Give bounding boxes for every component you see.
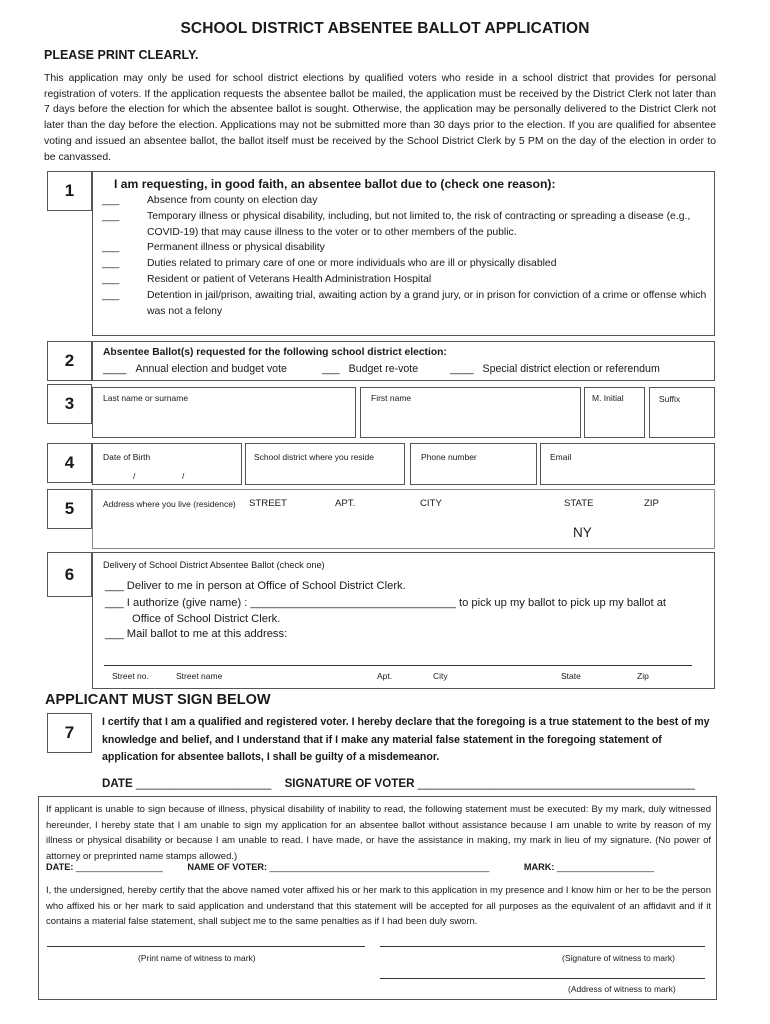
mark-fill-row [46, 862, 711, 872]
school-district-field[interactable] [245, 443, 405, 485]
first-name-field[interactable] [360, 387, 581, 438]
option-budget-revote [322, 363, 418, 375]
reason-label: Duties related to primary care of one or more individuals who are ill or physically disabled [147, 258, 557, 270]
voter-name-blank[interactable]: ___________________________________________ [269, 862, 490, 872]
reason-label: Resident or patient of Veterans Health Administration Hospital [147, 273, 432, 285]
last-name-field[interactable] [92, 387, 356, 438]
delivery-option-authorize-cont: Office of School District Clerk. [132, 613, 281, 625]
checkbox-blank[interactable]: ___ [102, 273, 120, 285]
address-label: Address where you live (residence) [103, 499, 236, 509]
option-label: Mail ballot to me at this address: [126, 628, 288, 640]
sign-heading: APPLICANT MUST SIGN BELOW [45, 692, 271, 708]
residence-address-field[interactable] [92, 489, 715, 549]
voter-name-label: NAME OF VOTER: [187, 862, 268, 872]
mail-street-name-label: Street name [176, 671, 223, 681]
option-label-cont: to pick up my ballot to pick up my ballot at [458, 597, 667, 609]
mail-apt-label: Apt. [377, 671, 393, 681]
witness-print-label: (Print name of witness to mark) [138, 953, 256, 963]
dob-separator: / [182, 471, 185, 481]
middle-initial-field[interactable] [584, 387, 645, 438]
state-value: NY [573, 525, 592, 540]
checkbox-blank[interactable]: ___ [102, 289, 120, 301]
reason-temporary-illness[interactable] [102, 209, 707, 241]
signature-row [102, 777, 695, 790]
signature-label: SIGNATURE OF VOTER [284, 777, 415, 790]
section-3-number: 3 [47, 384, 92, 424]
dob-field[interactable] [92, 443, 242, 485]
witness-print-name-line[interactable] [47, 946, 365, 947]
reason-label: Temporary illness or physical disability, including, but not limited to, the risk of contracting or spreading a disease (e.g., COVID-19) that may cause illness to the voter or to other members of the public. [147, 210, 691, 238]
email-field[interactable] [540, 443, 715, 485]
witness-signature-line[interactable] [380, 946, 705, 947]
street-label: STREET [249, 498, 287, 509]
date-blank[interactable]: _____________________ [135, 777, 272, 790]
option-revote-blank[interactable]: ___ [322, 363, 340, 375]
reason-permanent-illness[interactable] [102, 240, 707, 256]
witness-address-line[interactable] [380, 978, 705, 979]
reason-label: Permanent illness or physical disability [147, 242, 325, 254]
mark-label: MARK: [523, 862, 555, 872]
suffix-label: Suffix [659, 394, 681, 404]
dob-separator: / [133, 471, 136, 481]
phone-field[interactable] [410, 443, 537, 485]
option-label: Deliver to me in person at Office of School District Clerk. [126, 580, 406, 592]
last-name-label: Last name or surname [103, 393, 189, 403]
option-annual-blank[interactable]: ____ [103, 363, 127, 375]
city-label: CITY [420, 498, 442, 509]
option-special [450, 363, 660, 375]
date-label: DATE [102, 777, 133, 790]
email-label: Email [550, 452, 572, 462]
mark-date-label: DATE: [46, 862, 74, 872]
section-1-number: 1 [47, 171, 92, 211]
option-revote-label: Budget re-vote [348, 363, 419, 375]
checkbox-blank[interactable]: ___ [102, 258, 120, 270]
form-title: SCHOOL DISTRICT ABSENTEE BALLOT APPLICATION [180, 20, 590, 37]
section-2-heading: Absentee Ballot(s) requested for the following school district election: [103, 347, 447, 358]
checkbox-blank[interactable]: ___ [105, 628, 124, 640]
section-4-number: 4 [47, 443, 92, 483]
authorized-name-blank[interactable]: _________________________________ [250, 597, 456, 609]
mail-zip-label: Zip [637, 671, 649, 681]
reason-list [102, 193, 707, 319]
print-clearly-note: PLEASE PRINT CLEARLY. [44, 48, 199, 62]
checkbox-blank[interactable]: ___ [105, 580, 124, 592]
mark-blank[interactable]: ___________________ [557, 862, 655, 872]
zip-label: ZIP [644, 498, 659, 509]
mail-address-line[interactable] [104, 665, 692, 666]
election-type-options [103, 363, 287, 375]
delivery-option-in-person[interactable] [105, 580, 406, 592]
first-name-label: First name [371, 393, 412, 403]
checkbox-blank[interactable]: ___ [102, 195, 120, 206]
suffix-field[interactable] [649, 387, 715, 438]
signature-blank[interactable]: ___________________________________________ [417, 777, 695, 790]
section-6-heading: Delivery of School District Absentee Ballot (check one) [103, 560, 325, 570]
reason-label: Detention in jail/prison, awaiting trial, awaiting action by a grand jury, or in prison for conviction of a crime or offense which was not a felony [147, 289, 707, 317]
section-6-number: 6 [47, 552, 92, 597]
reason-absence[interactable] [102, 193, 707, 209]
school-district-label: School district where you reside [254, 452, 375, 462]
option-special-blank[interactable]: ____ [450, 363, 474, 375]
intro-paragraph: This application may only be used for school district elections by qualified voters who reside in a school district that provides for personal registration of voters. If the application requests the absentee ballot be mailed, the application must be received by the District Clerk not later than 7 days before the election for which the absentee ballot is sought. Otherwise, the application may be personally delivered to the District Clerk not later than the day before the election. Applications may not be submitted more than 30 days prior to the election. If you are qualified for absentee voting and issued an absentee ballot, the ballot itself must be received by the School District Clerk by 5 PM on the day of the election in order to be canvassed. [44, 73, 716, 163]
checkbox-blank[interactable]: ___ [102, 242, 120, 254]
option-label: I authorize (give name) : [126, 597, 248, 609]
section-2-number: 2 [47, 341, 92, 381]
reason-primary-care[interactable] [102, 256, 707, 272]
dob-label: Date of Birth [103, 452, 151, 462]
mail-city-label: City [433, 671, 448, 681]
apt-label: APT. [335, 498, 356, 509]
option-special-label: Special district election or referendum [482, 363, 660, 375]
witness-address-label: (Address of witness to mark) [568, 984, 676, 994]
section-7-number: 7 [47, 713, 92, 753]
checkbox-blank[interactable]: ___ [102, 210, 120, 222]
checkbox-blank[interactable]: ___ [105, 597, 124, 609]
mail-state-label: State [561, 671, 581, 681]
option-annual-label: Annual election and budget vote [135, 363, 287, 375]
mail-street-no-label: Street no. [112, 671, 149, 681]
delivery-option-authorize[interactable] [105, 597, 666, 609]
mark-date-blank[interactable]: _________________ [75, 862, 163, 872]
mark-paragraph: If applicant is unable to sign because of illness, physical disability of inability to read, the following statement must be executed: By my mark, duly witnessed hereunder, I hereby state that I am unable to sign my application for an absentee ballot without assistance because I am unable to write by reason of my illness or physical disability or because I am unable to read. I have made, or have the assistance in making, my mark in lieu of my signature. (No power of attorney or preprinted name stamps allowed.) [46, 804, 711, 862]
certify-statement: I certify that I am a qualified and registered voter. I hereby declare that the foregoing is a true statement to the best of my knowledge and belief, and I understand that if I make any material false statement in the foregoing statement of application for absentee ballots, I shall be guilty of a misdemeanor. [102, 716, 710, 763]
state-label: STATE [564, 498, 594, 509]
delivery-option-mail[interactable] [105, 628, 287, 640]
section-5-number: 5 [47, 489, 92, 529]
reason-detention[interactable] [102, 288, 707, 320]
witness-paragraph: I, the undersigned, hereby certify that the above named voter affixed his or her mark to this application in my presence and I know him or her to be the person who affixed his or her mark to said application and understand that this statement will be accepted for all purposes as the equivalent of an affidavit and if it contains a material false statement, shall subject me to the same penalties as if I had been duly sworn. [46, 885, 711, 927]
middle-initial-label: M. Initial [592, 393, 624, 403]
reason-label: Absence from county on election day [147, 195, 318, 206]
section-1-heading: I am requesting, in good faith, an absentee ballot due to (check one reason): [114, 177, 556, 191]
reason-veterans-hospital[interactable] [102, 272, 707, 288]
witness-signature-label: (Signature of witness to mark) [562, 953, 675, 963]
phone-label: Phone number [421, 452, 477, 462]
